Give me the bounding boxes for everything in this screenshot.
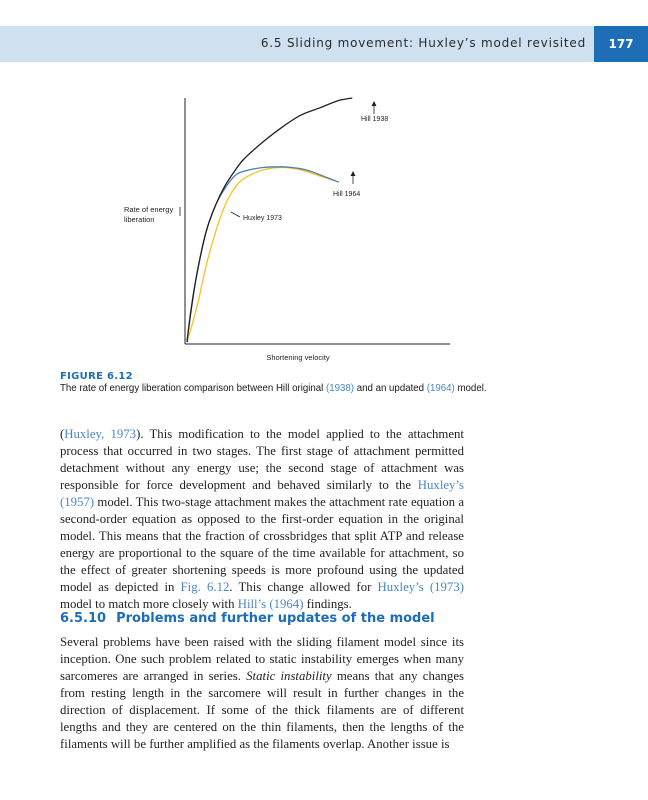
- citation-link-1964[interactable]: (1964): [426, 383, 455, 394]
- annotation-huxley-1973: [231, 212, 282, 222]
- figure-reference-6-12[interactable]: Fig. 6.12: [180, 580, 230, 594]
- running-title: 6.5 Sliding movement: Huxley’s model revisited: [260, 36, 586, 50]
- page-number-box: [594, 26, 648, 62]
- citation-link-1938[interactable]: (1938): [326, 383, 355, 394]
- figure-6-12-chart: [0, 90, 648, 370]
- annotation-huxley-1973-label: Huxley 1973: [243, 215, 282, 222]
- figure-label: FIGURE 6.12: [60, 371, 133, 382]
- body-paragraph-1: (Huxley, 1973). This modification to the model applied to the attachment process that occurred in two stages. The first stage of attachment permitted detachment without any energy use; the second stage of attachment was responsible for force development and behaved similarly to the Huxley’s (1957) model. This two-stage attachment makes the attachment rate equation a second-order equation as opposed to the first-order equation in the original model. This means that the fraction of crossbridges that split ATP and release energy are proportional to the square of the time available for attachment, so the effect of greater shortening speeds is more profound using the updated model as depicted in Fig. 6.12. This change allowed for Huxley’s (1973) model to match more closely with Hill’s (1964) findings.: [60, 427, 464, 611]
- annotation-hill-1938-label: Hill 1938: [361, 116, 389, 123]
- citation-huxley-1973[interactable]: Huxley, 1973: [64, 427, 137, 441]
- term-static-instability: Static instability: [246, 669, 332, 683]
- annotation-hill-1964-label: Hill 1964: [333, 191, 361, 198]
- page-number: 177: [608, 37, 634, 51]
- series-line-hill-1964: [187, 167, 339, 342]
- citation-huxley-1973-b[interactable]: Huxley’s (1973): [377, 580, 464, 594]
- section-number: 6.5.10: [60, 611, 107, 626]
- body-paragraph-2: Several problems have been raised with the sliding filament model since its inception. One such problem related to static instability emerges when many sarcomeres are arranged in series. Static instability means that any changes from resting length in the sarcomere will result in further changes in the direction of displacement. If some of the thick filaments are of different lengths and they are centered on the thin filaments, then the lengths of the filaments will be further amplified as the filaments overlap. Another issue is: [60, 635, 464, 751]
- running-header: [0, 26, 648, 62]
- y-axis-label-line-1: Rate of energy: [124, 205, 174, 214]
- citation-hill-1964[interactable]: Hill’s (1964): [237, 597, 304, 611]
- y-axis-label-line-2: liberation: [124, 215, 155, 224]
- section-heading: [60, 611, 435, 626]
- section-title: Problems and further updates of the model: [116, 611, 435, 626]
- figure-caption: The rate of energy liberation comparison between Hill original (1938) and an updated (1964) model.: [60, 383, 487, 394]
- annotation-hill-1938: [361, 101, 388, 123]
- citation-huxley-1957[interactable]: Huxley’s (1957): [60, 478, 464, 509]
- annotation-hill-1964: [333, 171, 360, 198]
- series-line-huxley-1973: [187, 168, 335, 343]
- x-axis-label: Shortening velocity: [266, 353, 330, 362]
